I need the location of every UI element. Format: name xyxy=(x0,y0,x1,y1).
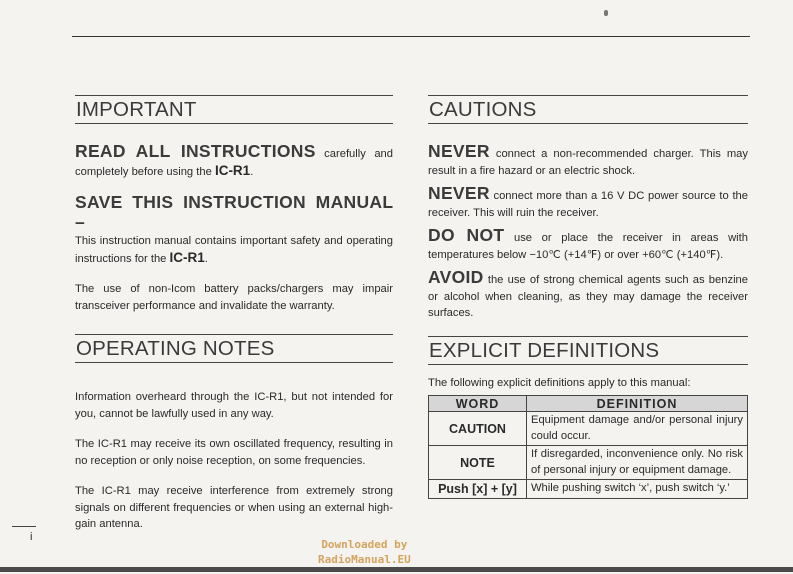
definitions-table xyxy=(428,395,748,499)
table-row xyxy=(429,412,748,446)
model-name: IC-R1 xyxy=(214,162,251,178)
save-manual-heading: SAVE THIS INSTRUCTION MANUAL xyxy=(75,192,393,212)
warranty-paragraph: The use of non-Icom battery packs/chargers may impair transceiver performance and invalidate the warranty. xyxy=(75,283,393,312)
caution-2 xyxy=(428,185,748,221)
model-name: IC-R1 xyxy=(169,249,205,265)
read-instructions-paragraph xyxy=(75,143,393,180)
caution-4-keyword: AVOID xyxy=(428,267,484,287)
bottom-bar xyxy=(0,567,793,572)
scan-speck xyxy=(604,10,608,16)
caution-1 xyxy=(428,143,748,179)
important-title: IMPORTANT xyxy=(75,95,393,124)
caution-4-text: the use of strong chemical agents such as benzine or alcohol when cleaning, as they may damage the receiver surfaces. xyxy=(428,274,748,319)
caution-1-text: connect a non-recommended charger. This may result in a fire hazard or an electric shock. xyxy=(428,148,748,177)
period: . xyxy=(204,252,208,265)
watermark-line-2: RadioManual.EU xyxy=(318,553,411,566)
left-column xyxy=(75,95,393,533)
definition-text: If disregarded, inconvenience only. No risk of personal injury or equipment damage. xyxy=(527,446,748,480)
caution-1-keyword: NEVER xyxy=(428,141,490,161)
definition-text: While pushing switch ‘x’, push switch ‘y.’ xyxy=(527,480,748,499)
read-all-instructions-heading: READ ALL INSTRUCTIONS xyxy=(75,141,316,161)
operating-notes-title: OPERATING NOTES xyxy=(75,334,393,363)
caution-4 xyxy=(428,269,748,322)
operating-note-2: The IC-R1 may receive its own oscillated frequency, resulting in no reception or only noise reception, on some frequencies. xyxy=(75,438,393,467)
header-definition: DEFINITION xyxy=(527,396,748,412)
header-word: WORD xyxy=(429,396,527,412)
caution-3-text: use or place the receiver in areas with temperatures below −10℃ (+14℉) or over +60℃ (+140℉). xyxy=(428,232,748,261)
download-watermark xyxy=(318,537,411,567)
operating-note-3: The IC-R1 may receive interference from extremely strong signals on different frequencies or when using an external high-gain antenna. xyxy=(75,485,393,530)
save-manual-paragraph xyxy=(75,194,393,267)
table-row xyxy=(429,480,748,499)
definition-word: CAUTION xyxy=(429,412,527,446)
definition-word: Push [x] + [y] xyxy=(429,480,527,499)
operating-note-1: Information overheard through the IC-R1, but not intended for you, cannot be lawfully used in any way. xyxy=(75,391,393,420)
save-manual-text: This instruction manual contains important safety and operating instructions for the xyxy=(75,235,393,265)
caution-3-keyword: DO NOT xyxy=(428,225,505,245)
period: . xyxy=(250,165,254,178)
caution-3 xyxy=(428,227,748,263)
definition-text: Equipment damage and/or personal injury could occur. xyxy=(527,412,748,446)
cautions-title: CAUTIONS xyxy=(428,95,748,124)
definitions-intro: The following explicit definitions apply to this manual: xyxy=(428,376,691,389)
watermark-line-1: Downloaded by xyxy=(321,538,408,551)
save-manual-dash: – xyxy=(75,211,86,232)
caution-2-text: connect more than a 16 V DC power source to the receiver. This will ruin the receiver. xyxy=(428,190,748,219)
table-row xyxy=(429,446,748,480)
page-number-text: i xyxy=(30,531,33,543)
caution-2-keyword: NEVER xyxy=(428,183,490,203)
explicit-definitions-title: EXPLICIT DEFINITIONS xyxy=(428,336,748,365)
definitions-header-row xyxy=(429,396,748,412)
read-instructions-text: carefully and completely before using the xyxy=(75,148,393,178)
definition-word: NOTE xyxy=(429,446,527,480)
page-number xyxy=(12,526,36,543)
right-column xyxy=(428,95,748,499)
top-rule xyxy=(72,36,750,37)
